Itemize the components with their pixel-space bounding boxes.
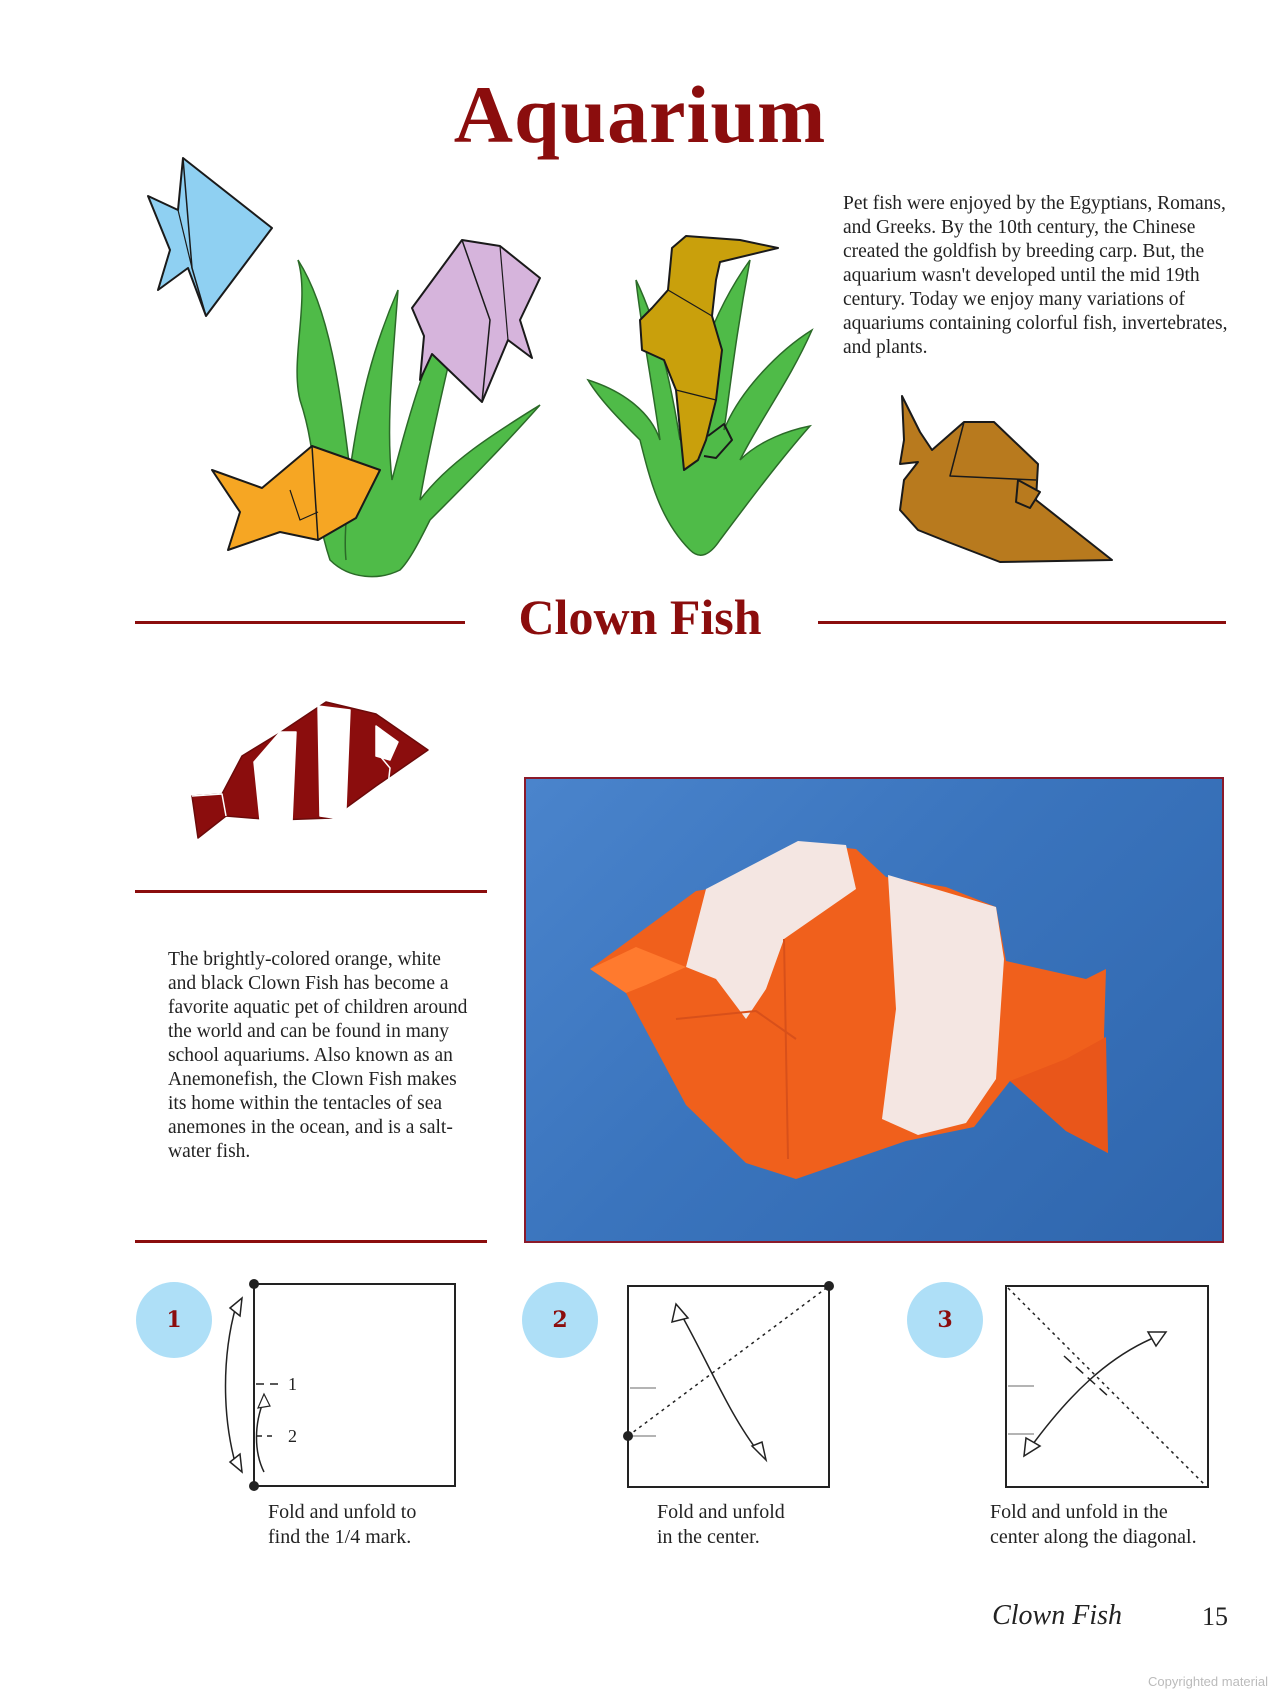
snail-icon bbox=[900, 396, 1112, 562]
step-3-caption-line-2: center along the diagonal. bbox=[990, 1526, 1197, 1548]
description-paragraph: The brightly-colored orange, white and black Clown Fish has become a favorite aquatic pet of children around the world and can be found in many school aquariums. Also known as an Anemonefish, the Clown Fish makes its home within the tentacles of sea anemones in the ocean, and is a salt-water fish. bbox=[168, 949, 468, 1162]
footer-title: Clown Fish bbox=[992, 1600, 1122, 1631]
angelfish-blue-icon bbox=[148, 158, 272, 316]
copyright-notice: Copyrighted material bbox=[1148, 1674, 1268, 1689]
step-1-diagram bbox=[222, 1276, 462, 1494]
step-1-caption bbox=[268, 1500, 416, 1550]
step-2-caption bbox=[657, 1500, 785, 1550]
step-3-number: 3 bbox=[907, 1282, 983, 1358]
step-3-diagram bbox=[998, 1276, 1218, 1494]
description-rule-bottom bbox=[135, 1240, 487, 1243]
section-title: Clown Fish bbox=[518, 589, 762, 645]
step-2-number: 2 bbox=[522, 1282, 598, 1358]
page-number: 15 bbox=[1202, 1602, 1228, 1631]
origami-clownfish-photo-icon bbox=[526, 779, 1224, 1243]
step-1-number: 1 bbox=[136, 1282, 212, 1358]
step-3-caption-line-1: Fold and unfold in the bbox=[990, 1501, 1168, 1523]
step-1-mark-1: 1 bbox=[288, 1374, 297, 1394]
step-2-diagram bbox=[620, 1276, 840, 1494]
step-2-caption-line-1: Fold and unfold bbox=[657, 1501, 785, 1523]
description-rule-top bbox=[135, 890, 487, 893]
step-1-caption-line-2: find the 1/4 mark. bbox=[268, 1526, 412, 1548]
clownfish-diagram-icon bbox=[190, 696, 435, 841]
page-title: Aquarium bbox=[453, 69, 827, 160]
heading-rule-right bbox=[818, 621, 1226, 624]
step-3-caption bbox=[990, 1500, 1197, 1550]
step-1-caption-line-1: Fold and unfold to bbox=[268, 1501, 417, 1523]
step-2-caption-line-2: in the center. bbox=[657, 1526, 760, 1548]
intro-paragraph: Pet fish were enjoyed by the Egyptians, Romans, and Greeks. By the 10th century, the Chinese created the goldfish by breeding carp. But, the aquarium wasn't developed until the mid 19th century. Today we enjoy many variations of aquariums containing colorful fish, invertebrates, and plants. bbox=[843, 193, 1228, 358]
step-1-mark-2: 2 bbox=[288, 1426, 297, 1446]
clownfish-photo bbox=[524, 777, 1224, 1243]
